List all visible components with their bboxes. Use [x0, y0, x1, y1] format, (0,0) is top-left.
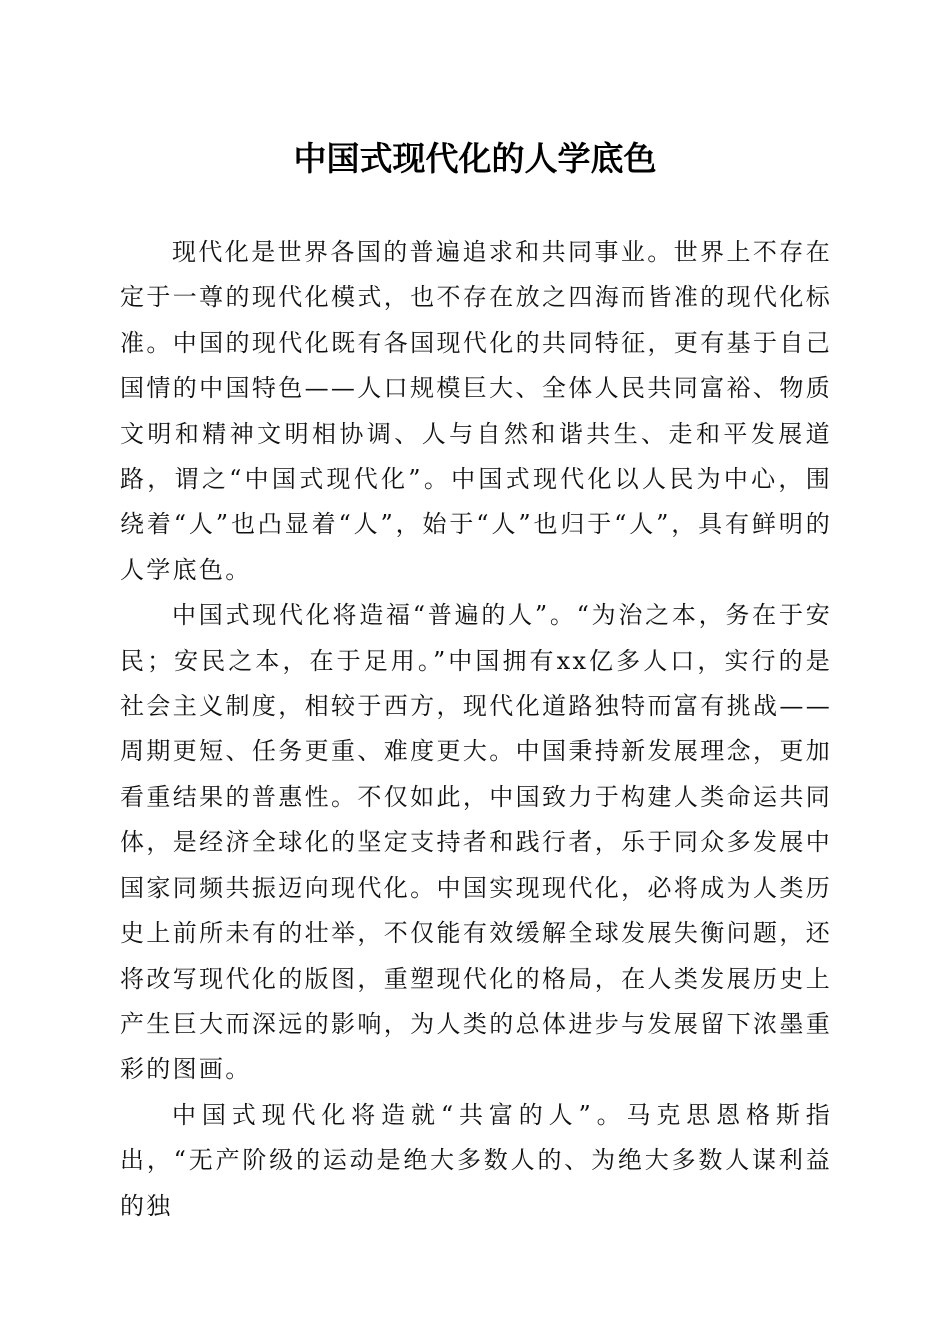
document-body: [120, 230, 832, 1229]
paragraph-3: 中国式现代化将造就“共富的人”。马克思恩格斯指出，“无产阶级的运动是绝大多数人的、为绝大多数人谋利益的独: [120, 1100, 832, 1220]
paragraph-2: 中国式现代化将造福“普遍的人”。“为治之本，务在于安民；安民之本，在于足用。”中国拥有xx亿多人口，实行的是社会主义制度，相较于西方，现代化道路独特而富有挑战——周期更短、任务更重、难度更大。中国秉持新发展理念，更加看重结果的普惠性。不仅如此，中国致力于构建人类命运共同体，是经济全球化的坚定支持者和践行者，乐于同众多发展中国家同频共振迈向现代化。中国实现现代化，必将成为人类历史上前所未有的壮举，不仅能有效缓解全球发展失衡问题，还将改写现代化的版图，重塑现代化的格局，在人类发展历史上产生巨大而深远的影响，为人类的总体进步与发展留下浓墨重彩的图画。: [120, 601, 832, 1084]
document-title: 中国式现代化的人学底色: [293, 139, 657, 178]
paragraph-1: 现代化是世界各国的普遍追求和共同事业。世界上不存在定于一尊的现代化模式，也不存在放之四海而皆准的现代化标准。中国的现代化既有各国现代化的共同特征，更有基于自己国情的中国特色——人口规模巨大、全体人民共同富裕、物质文明和精神文明相协调、人与自然和谐共生、走和平发展道路，谓之“中国式现代化”。中国式现代化以人民为中心，围绕着“人”也凸显着“人”，始于“人”也归于“人”，具有鲜明的人学底色。: [120, 238, 832, 584]
